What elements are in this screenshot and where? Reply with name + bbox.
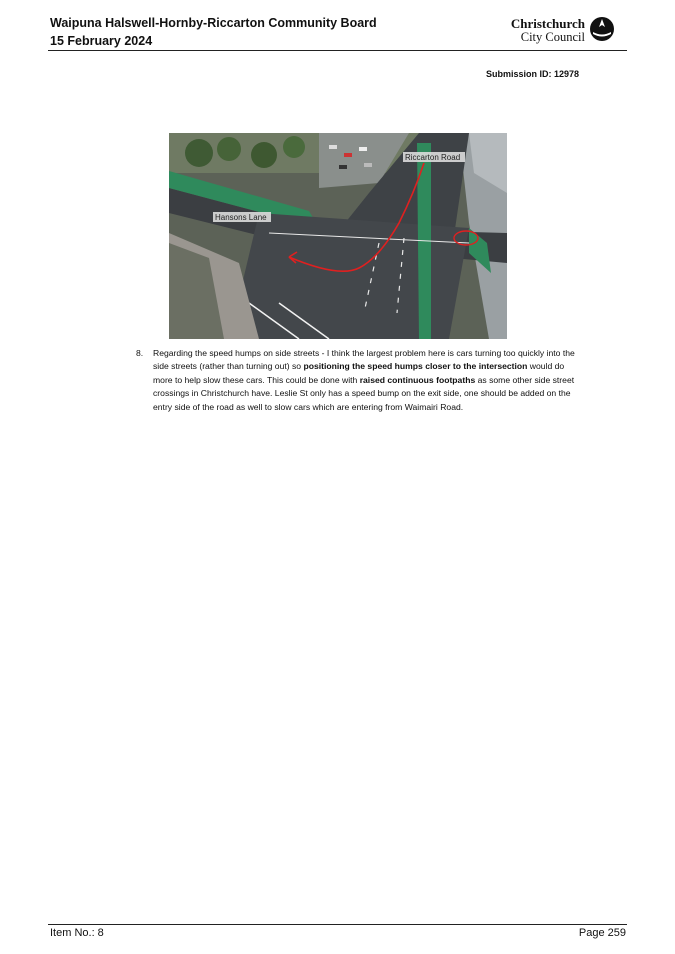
item-text-part3: as some other side street crossings in Christchurch have. Leslie St only has a speed bump on the exit side, one should be added on the entry side of the road as well to slow cars which are entering from Waimairi Road. (153, 374, 575, 412)
list-item-8 (136, 347, 576, 414)
header-rule (48, 50, 627, 51)
submission-id: Submission ID: 12978 (485, 69, 579, 79)
footer-item-number: Item No.: 8 (50, 927, 104, 939)
item-text-part1: Regarding the speed humps on side streets - I think the largest problem here is cars turning too quickly into the side streets (rather than turning out) so (153, 348, 575, 372)
item-bold-part2: raised continuous footpaths (359, 374, 476, 385)
label-riccarton-road: Riccarton Road (405, 153, 461, 162)
meeting-date: 15 February 2024 (50, 34, 153, 48)
board-title: Waipuna Halswell-Hornby-Riccarton Community Board (50, 16, 377, 30)
footer-rule (48, 924, 627, 925)
item-text (153, 347, 576, 414)
footer-page-number: Page 259 (578, 927, 626, 939)
item-number: 8. (136, 348, 144, 358)
item-text-part2: would do more to help slow these cars. This could be done with (153, 361, 565, 385)
logo-text-line2: City Council (520, 30, 585, 44)
item-bold-part1: positioning the speed humps closer to the intersection (303, 361, 528, 372)
intersection-render (169, 133, 507, 339)
council-logo (505, 14, 615, 46)
label-hansons-lane: Hansons Lane (215, 213, 267, 222)
logo-text-line1: Christchurch (510, 16, 585, 31)
council-emblem-icon (589, 16, 615, 42)
